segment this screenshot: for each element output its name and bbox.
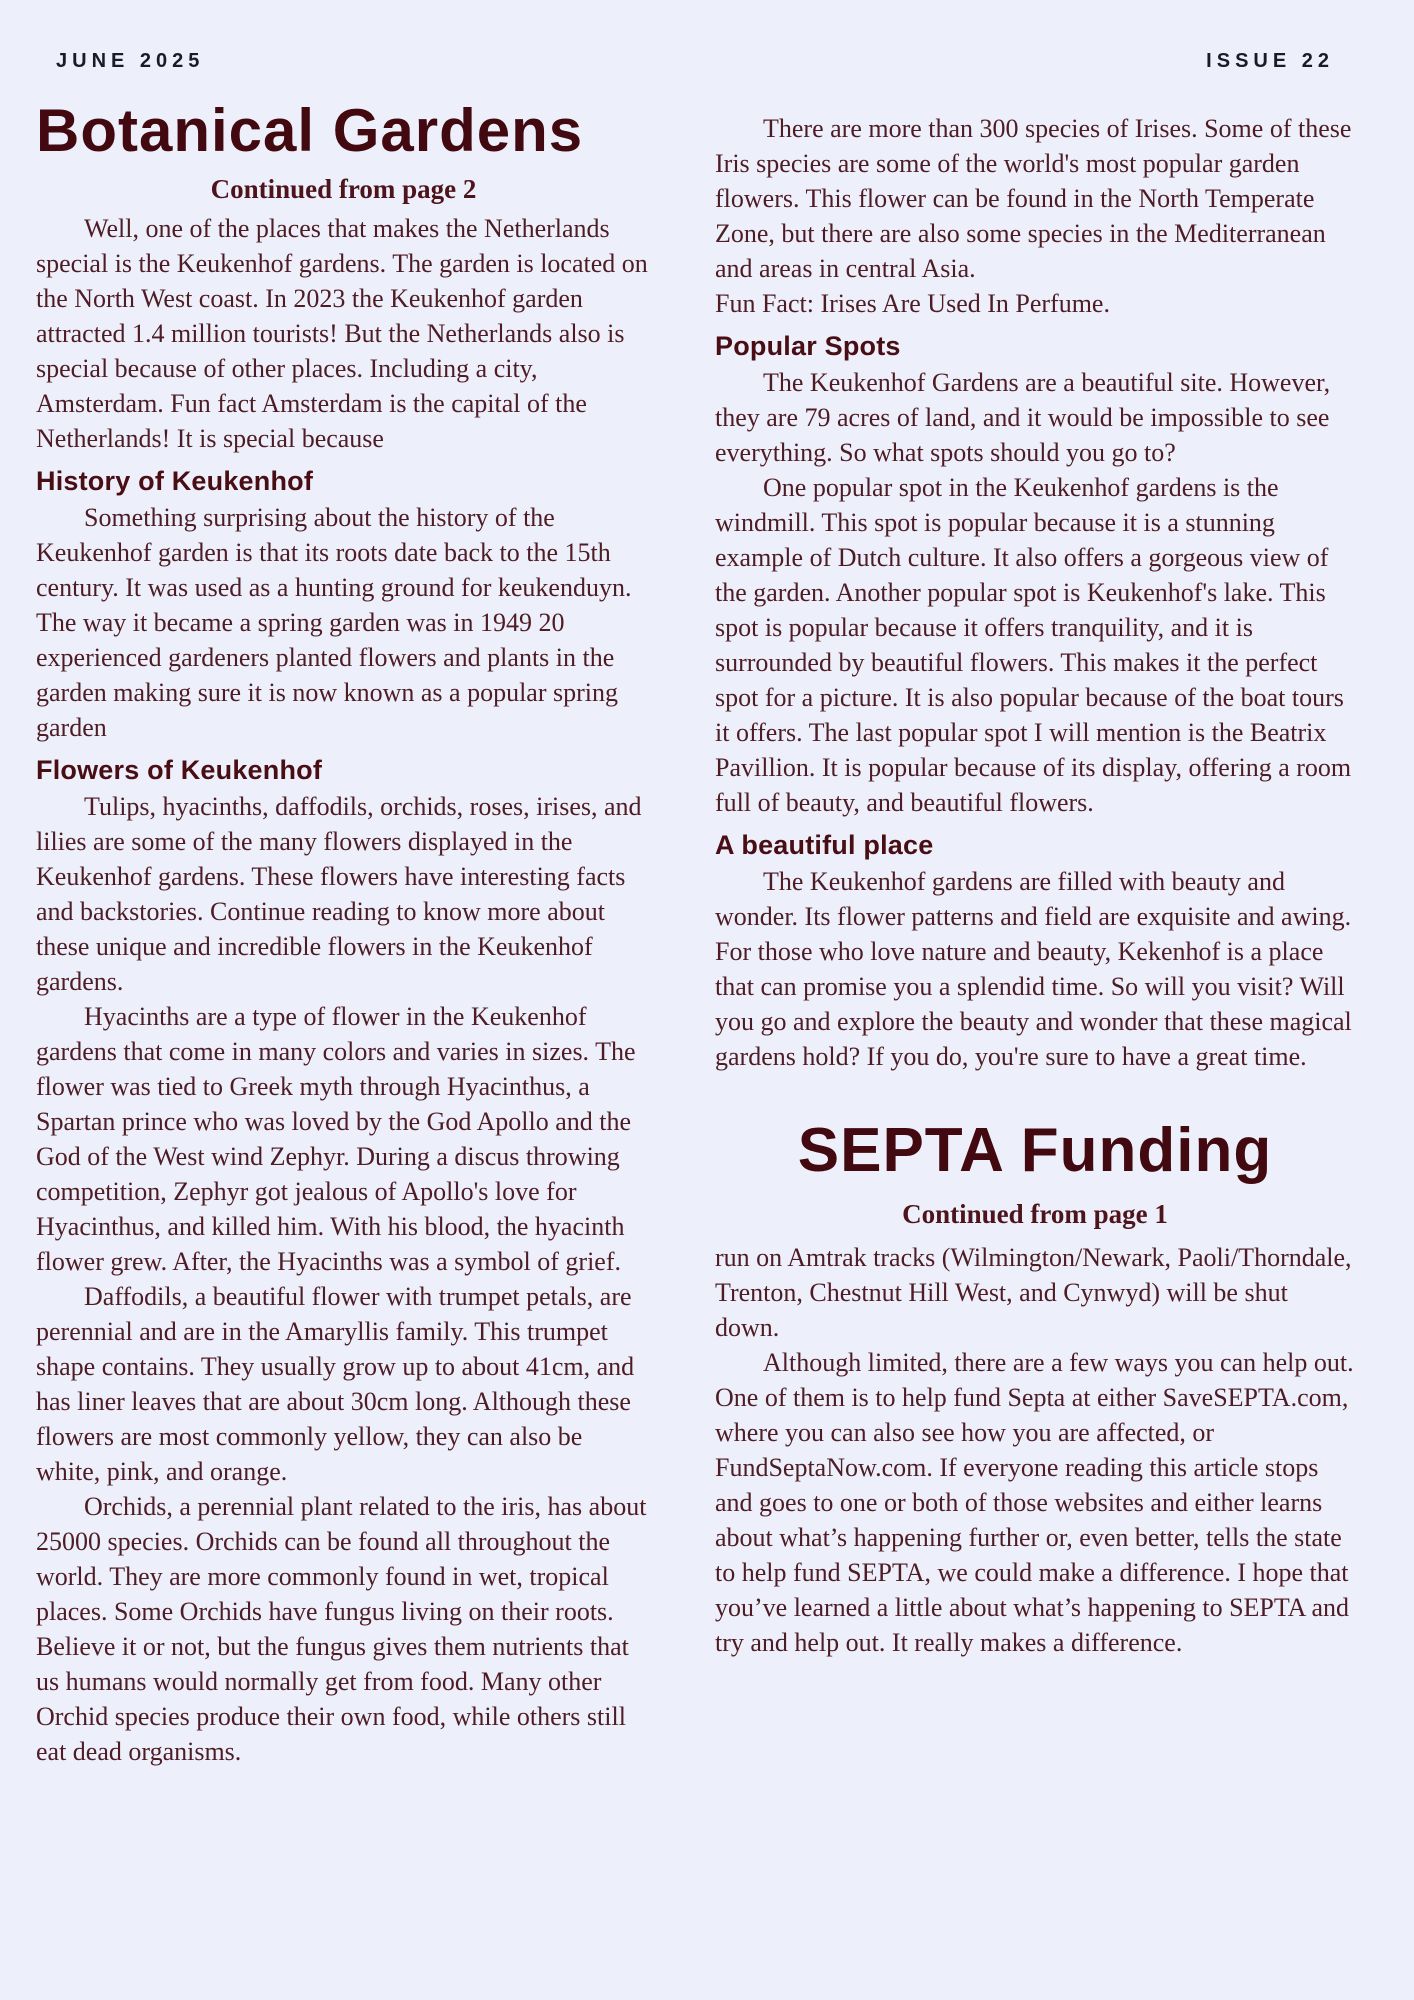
article-body [715, 111, 1355, 1074]
right-column [715, 77, 1355, 1769]
article-subtitle: Continued from page 1 [902, 1199, 1168, 1230]
paragraph: There are more than 300 species of Irises. Some of these Iris species are some of the world's most popular garden flowers. This flower can be found in the North Temperate Zone, but there are also some species in the Mediterranean and areas in central Asia. [715, 114, 1352, 283]
paragraph: One popular spot in the Keukenhof gardens is the windmill. This spot is popular because it is a stunning example of Dutch culture. It also offers a gorgeous view of the garden. Another popular spot is Keukenhof's lake. This spot is popular because it offers tranquility, and it is surrounded by beautiful flowers. This makes it the perfect spot for a picture. It is also popular because of the boat tours it offers. The last popular spot I will mention is the Beatrix Pavillion. It is popular because of its display, offering a room full of beauty, and beautiful flowers. [715, 473, 1352, 817]
section-heading: A beautiful place [715, 830, 934, 860]
section-heading: Flowers of Keukenhof [36, 754, 323, 785]
paragraph: Orchids, a perennial plant related to the iris, has about 25000 species. Orchids can be found all throughout the world. They are more commonly found in wet, tropical places. Some Orchids have fungus living on their roots. Believe it or not, but the fungus gives them nutrients that us humans would normally get from food. Many other Orchid species produce their own food, while others still eat dead organisms. [36, 1491, 647, 1766]
paragraph: Although limited, there are a few ways you can help out. One of them is to help fund Septa at either SaveSEPTA.com, where you can also see how you are affected, or FundSeptaNow.com. If everyone reading this article stops and goes to one or both of those websites and either learns about what’s happening further or, even better, tells the state to help fund SEPTA, we could make a difference. I hope that you’ve learned a little about what’s happening to SEPTA and try and help out. It really makes a difference. [715, 1348, 1354, 1658]
content-columns [36, 77, 1414, 1769]
left-column [36, 77, 651, 1769]
paragraph: Fun Fact: Irises Are Used In Perfume. [715, 289, 1110, 318]
article-title-botanical-gardens: Botanical Gardens [36, 97, 584, 164]
paragraph: Daffodils, a beautiful flower with trumpet petals, are perennial and are in the Amaryllis family. This trumpet shape contains. They usually grow up to about 41cm, and has liner leaves that are about 30cm long. Although these flowers are most commonly yellow, they can also be white, pink, and orange. [36, 1281, 635, 1486]
page-header [36, 50, 1334, 73]
issue-number: ISSUE 22 [1206, 50, 1334, 72]
section-heading: History of Keukenhof [36, 465, 314, 496]
article-title-septa-funding: SEPTA Funding [797, 1116, 1273, 1185]
paragraph: Something surprising about the history of the Keukenhof garden is that its roots date back to the 15th century. It was used as a hunting ground for keukenduyn. The way it became a spring garden was in 1949 20 experienced gardeners planted flowers and plants in the garden making sure it is now known as a popular spring garden [36, 502, 632, 742]
article-body [36, 211, 651, 1769]
paragraph: Tulips, hyacinths, daffodils, orchids, roses, irises, and lilies are some of the many flowers displayed in the Keukenhof gardens. These flowers have interesting facts and backstories. Continue reading to know more about these unique and incredible flowers in the Keukenhof gardens. [36, 791, 642, 996]
article-subtitle: Continued from page 2 [210, 173, 477, 204]
paragraph: The Keukenhof gardens are filled with beauty and wonder. Its flower patterns and field are exquisite and awing. For those who love nature and beauty, Kekenhof is a place that can promise you a splendid time. So will you visit? Will you go and explore the beauty and wonder that these magical gardens hold? If you do, you're sure to have a great time. [715, 867, 1352, 1071]
paragraph: Hyacinths are a type of flower in the Keukenhof gardens that come in many colors and varies in sizes. The flower was tied to Greek myth through Hyacinthus, a Spartan prince who was loved by the God Apollo and the God of the West wind Zephyr. During a discus throwing competition, Zephyr got jealous of Apollo's love for Hyacinthus, and killed him. With his blood, the hyacinth flower grew. After, the Hyacinths was a symbol of grief. [36, 1001, 636, 1276]
paragraph: The Keukenhof Gardens are a beautiful site. However, they are 79 acres of land, and it would be impossible to see everything. So what spots should you go to? [715, 368, 1331, 467]
paragraph: Well, one of the places that makes the Netherlands special is the Keukenhof gardens. The garden is located on the North West coast. In 2023 the Keukenhof garden attracted 1.4 million tourists! But the Netherlands also is special because of other places. Including a city, Amsterdam. Fun fact Amsterdam is the capital of the Netherlands! It is special because [36, 213, 648, 453]
newsletter-date: JUNE 2025 [56, 50, 205, 72]
section-heading: Popular Spots [715, 331, 901, 361]
article-body [715, 1240, 1355, 1660]
paragraph: run on Amtrak tracks (Wilmington/Newark, Paoli/Thorndale, Trenton, Chestnut Hill West, and Cynwyd) will be shut down. [715, 1243, 1352, 1343]
